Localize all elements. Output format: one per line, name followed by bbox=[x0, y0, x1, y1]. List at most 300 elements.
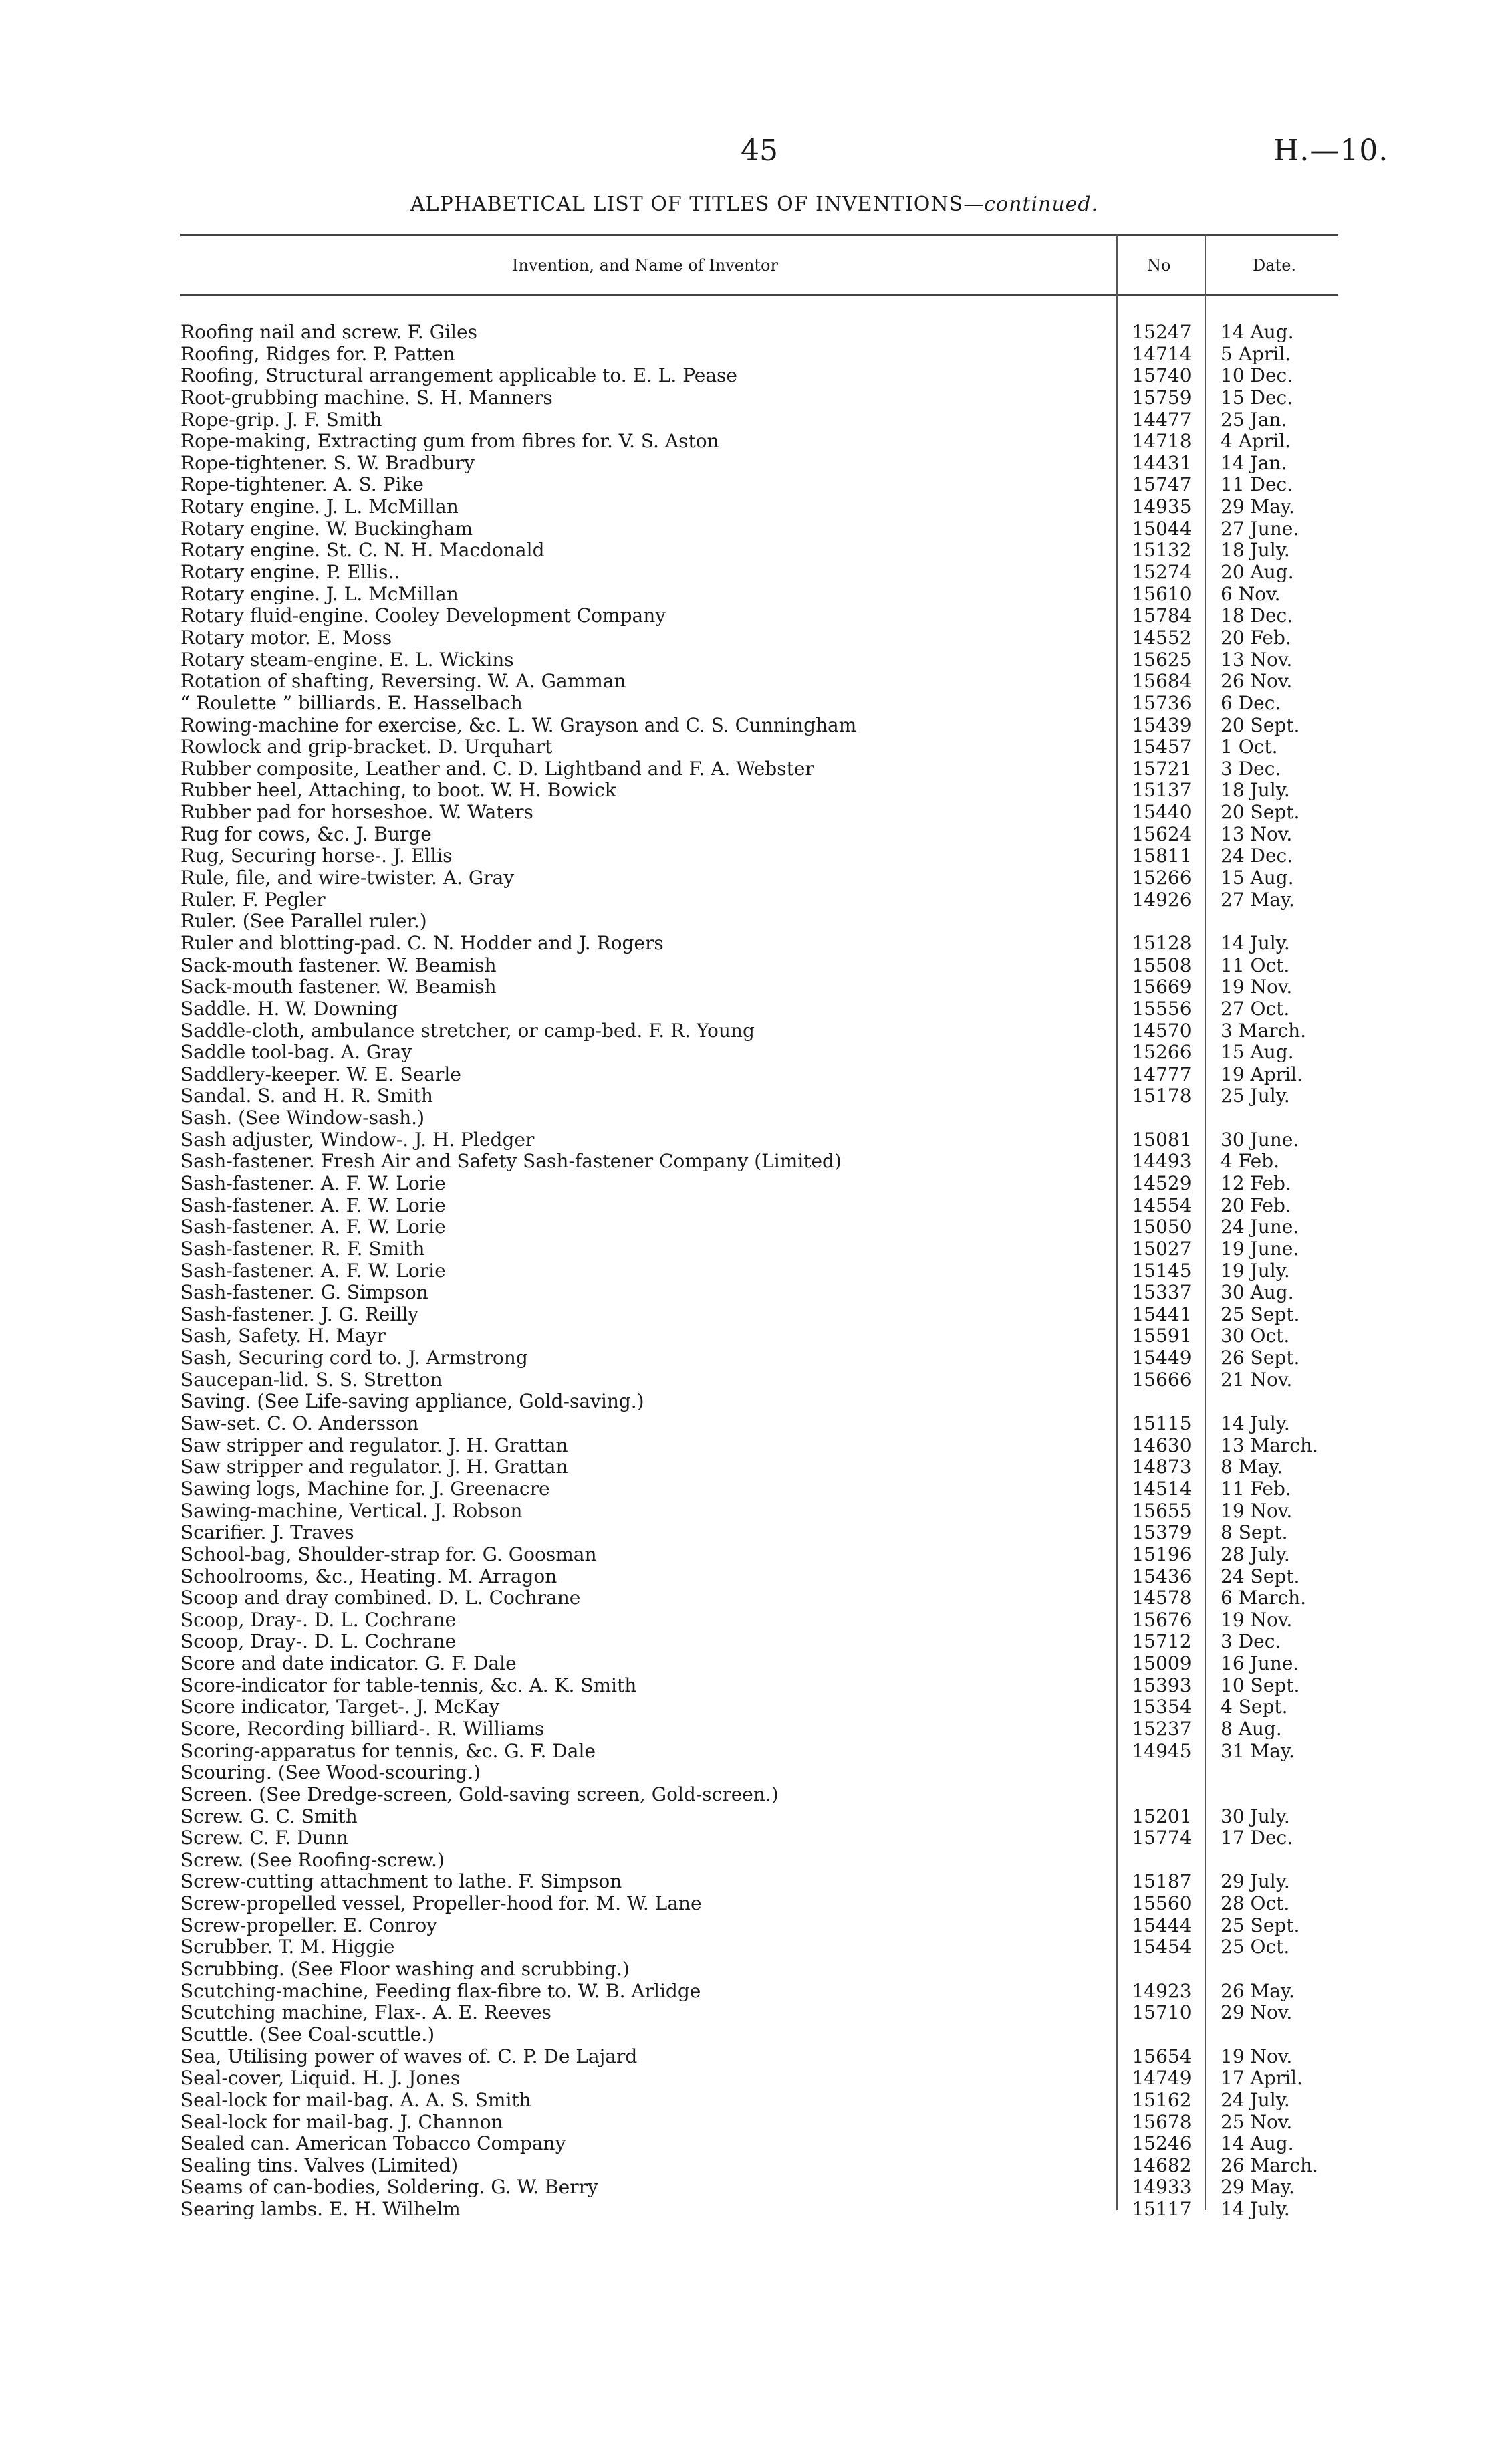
invention-title: Rotary fluid-engine. Cooley Development Company bbox=[180, 605, 668, 627]
invention-title: Score, Recording billiard-. R. Williams bbox=[180, 1718, 547, 1741]
invention-title: Saddle. H. W. Downing bbox=[180, 998, 400, 1020]
patent-date: 20 Aug. bbox=[1221, 561, 1294, 584]
list-item bbox=[0, 736, 1492, 758]
list-item bbox=[0, 1631, 1492, 1653]
list-item bbox=[0, 1936, 1492, 1958]
list-item bbox=[0, 2155, 1492, 2177]
patent-date: 13 Nov. bbox=[1221, 648, 1293, 671]
patent-number: 15740 bbox=[1132, 364, 1192, 387]
patent-number: 15393 bbox=[1132, 1674, 1192, 1696]
patent-number: 15444 bbox=[1132, 1914, 1192, 1936]
list-item bbox=[0, 1042, 1492, 1064]
invention-title: Searing lambs. E. H. Wilhelm bbox=[180, 2199, 463, 2221]
invention-title: Ruler and blotting-pad. C. N. Hodder and J. Rogers bbox=[180, 933, 666, 955]
invention-title: Sandal. S. and H. R. Smith bbox=[180, 1085, 436, 1107]
invention-title: Sash-fastener. A. F. W. Lorie bbox=[180, 1173, 449, 1195]
patent-date: 18 July. bbox=[1221, 779, 1290, 802]
list-item bbox=[0, 1741, 1492, 1763]
patent-number: 15178 bbox=[1132, 1085, 1192, 1107]
list-item bbox=[0, 2024, 1492, 2046]
patent-date: 25 Jan. bbox=[1221, 408, 1287, 431]
invention-title: Rotary engine. St. C. N. H. Macdonald bbox=[180, 540, 547, 562]
invention-title: Score-indicator for table-tennis, &c. A. K. Smith bbox=[180, 1675, 639, 1697]
patent-date: 26 Nov. bbox=[1221, 670, 1293, 693]
patent-date: 14 July. bbox=[1221, 2198, 1290, 2221]
invention-title: Schoolrooms, &c., Heating. M. Arragon bbox=[180, 1566, 560, 1588]
patent-date: 11 Dec. bbox=[1221, 473, 1293, 496]
patent-date: 21 Nov. bbox=[1221, 1368, 1293, 1391]
list-item bbox=[0, 976, 1492, 998]
list-item bbox=[0, 1173, 1492, 1195]
patent-date: 26 May. bbox=[1221, 1979, 1295, 2002]
top-rule bbox=[180, 234, 1338, 236]
patent-date: 15 Aug. bbox=[1221, 1041, 1294, 1064]
invention-title: Rowlock and grip-bracket. D. Urquhart bbox=[180, 736, 555, 758]
patent-number: 14777 bbox=[1132, 1062, 1192, 1085]
invention-title: Scoop and dray combined. D. L. Cochrane bbox=[180, 1587, 583, 1609]
invention-title: Scarifier. J. Traves bbox=[180, 1522, 357, 1544]
patent-number: 15187 bbox=[1132, 1870, 1192, 1893]
invention-title: Saddlery-keeper. W. E. Searle bbox=[180, 1064, 464, 1086]
list-item bbox=[0, 693, 1492, 715]
invention-title: Rope-tightener. S. W. Bradbury bbox=[180, 453, 477, 475]
patent-date: 25 Oct. bbox=[1221, 1936, 1290, 1958]
invention-title: Scoop, Dray-. D. L. Cochrane bbox=[180, 1631, 459, 1653]
patent-number: 15440 bbox=[1132, 801, 1192, 824]
list-item bbox=[0, 2090, 1492, 2112]
list-item bbox=[0, 1915, 1492, 1937]
patent-date: 3 Dec. bbox=[1221, 1630, 1281, 1653]
patent-date: 6 March. bbox=[1221, 1587, 1307, 1609]
patent-date: 25 Sept. bbox=[1221, 1303, 1300, 1325]
patent-number: 15266 bbox=[1132, 1041, 1192, 1064]
patent-number: 15774 bbox=[1132, 1827, 1192, 1850]
patent-date: 1 Oct. bbox=[1221, 736, 1278, 758]
invention-title: Rope-tightener. A. S. Pike bbox=[180, 474, 426, 496]
list-item bbox=[0, 1522, 1492, 1544]
invention-title: Screw-propelled vessel, Propeller-hood for. M. W. Lane bbox=[180, 1893, 705, 1915]
patent-date: 13 March. bbox=[1221, 1434, 1318, 1456]
page-title-main: ALPHABETICAL LIST OF TITLES OF INVENTIONS— bbox=[410, 193, 985, 216]
invention-title: Scutching machine, Flax-. A. E. Reeves bbox=[180, 2002, 554, 2024]
invention-title: Screw. G. C. Smith bbox=[180, 1806, 360, 1828]
invention-title: Rule, file, and wire-twister. A. Gray bbox=[180, 867, 517, 889]
patent-number: 15115 bbox=[1132, 1412, 1192, 1435]
patent-number: 15162 bbox=[1132, 2088, 1192, 2111]
invention-title: Scrubber. T. M. Higgie bbox=[180, 1936, 397, 1958]
patent-date: 30 Oct. bbox=[1221, 1325, 1290, 1347]
patent-date: 26 March. bbox=[1221, 2154, 1318, 2176]
patent-number: 15654 bbox=[1132, 2045, 1192, 2067]
invention-title: Seal-cover, Liquid. H. J. Jones bbox=[180, 2067, 463, 2090]
patent-number: 15678 bbox=[1132, 2110, 1192, 2133]
list-item bbox=[0, 496, 1492, 518]
list-item bbox=[0, 1718, 1492, 1741]
list-item bbox=[0, 1304, 1492, 1326]
patent-number: 15044 bbox=[1132, 517, 1192, 540]
list-item bbox=[0, 409, 1492, 431]
patent-date: 15 Dec. bbox=[1221, 386, 1293, 409]
inventions-list bbox=[0, 322, 1492, 2221]
patent-date: 17 April. bbox=[1221, 2067, 1303, 2090]
list-item bbox=[0, 1064, 1492, 1086]
invention-title: Saddle tool-bag. A. Gray bbox=[180, 1042, 414, 1064]
patent-number: 15676 bbox=[1132, 1608, 1192, 1631]
patent-date: 14 Aug. bbox=[1221, 321, 1294, 343]
patent-date: 14 Aug. bbox=[1221, 2132, 1294, 2155]
invention-title: “ Roulette ” billiards. E. Hasselbach bbox=[180, 693, 525, 715]
invention-title: Ruler. (See Parallel ruler.) bbox=[180, 911, 430, 933]
patent-number: 15266 bbox=[1132, 867, 1192, 889]
patent-date: 8 Sept. bbox=[1221, 1521, 1288, 1544]
patent-number: 15441 bbox=[1132, 1303, 1192, 1325]
patent-date: 18 July. bbox=[1221, 539, 1290, 562]
invention-title: Scutching-machine, Feeding flax-fibre to. W. B. Arlidge bbox=[180, 1981, 703, 2003]
list-item bbox=[0, 1369, 1492, 1391]
patent-number: 15666 bbox=[1132, 1368, 1192, 1391]
column-header-no: No bbox=[1147, 256, 1171, 275]
invention-title: Rug for cows, &c. J. Burge bbox=[180, 824, 434, 846]
patent-number: 15337 bbox=[1132, 1281, 1192, 1304]
list-item bbox=[0, 649, 1492, 671]
invention-title: Rope-making, Extracting gum from fibres for. V. S. Aston bbox=[180, 431, 722, 453]
invention-title: School-bag, Shoulder-strap for. G. Goosman bbox=[180, 1544, 600, 1566]
patent-number: 15196 bbox=[1132, 1543, 1192, 1565]
patent-number: 14935 bbox=[1132, 495, 1192, 518]
invention-title: Sash-fastener. A. F. W. Lorie bbox=[180, 1260, 449, 1282]
list-item bbox=[0, 911, 1492, 933]
patent-date: 19 Nov. bbox=[1221, 1499, 1293, 1522]
patent-number: 14529 bbox=[1132, 1171, 1192, 1194]
list-item bbox=[0, 2176, 1492, 2199]
invention-title: Rotary motor. E. Moss bbox=[180, 627, 394, 649]
patent-date: 24 June. bbox=[1221, 1216, 1299, 1238]
patent-date: 25 Nov. bbox=[1221, 2110, 1293, 2133]
patent-date: 27 June. bbox=[1221, 517, 1299, 540]
patent-date: 12 Feb. bbox=[1221, 1171, 1291, 1194]
invention-title: Saw stripper and regulator. J. H. Grattan bbox=[180, 1435, 570, 1457]
patent-date: 3 Dec. bbox=[1221, 757, 1281, 780]
invention-title: Saw-set. C. O. Andersson bbox=[180, 1413, 421, 1435]
invention-title: Sawing logs, Machine for. J. Greenacre bbox=[180, 1478, 553, 1500]
patent-date: 24 July. bbox=[1221, 2088, 1290, 2111]
list-item bbox=[0, 889, 1492, 911]
patent-number: 15747 bbox=[1132, 473, 1192, 496]
patent-number: 15354 bbox=[1132, 1696, 1192, 1718]
patent-number: 14933 bbox=[1132, 2176, 1192, 2199]
invention-title: Scuttle. (See Coal-scuttle.) bbox=[180, 2024, 437, 2046]
invention-title: Rubber composite, Leather and. C. D. Lightband and F. A. Webster bbox=[180, 758, 817, 780]
invention-title: Sash. (See Window-sash.) bbox=[180, 1107, 427, 1129]
patent-number: 14718 bbox=[1132, 430, 1192, 453]
patent-number: 14578 bbox=[1132, 1587, 1192, 1609]
patent-number: 15449 bbox=[1132, 1347, 1192, 1369]
invention-title: Rotation of shafting, Reversing. W. A. Gamman bbox=[180, 671, 629, 693]
invention-title: Sack-mouth fastener. W. Beamish bbox=[180, 955, 499, 977]
invention-title: Screen. (See Dredge-screen, Gold-saving screen, Gold-screen.) bbox=[180, 1784, 781, 1806]
list-item bbox=[0, 1282, 1492, 1304]
column-header-date: Date. bbox=[1253, 256, 1297, 275]
list-item bbox=[0, 1871, 1492, 1893]
patent-date: 20 Feb. bbox=[1221, 626, 1291, 649]
patent-date: 30 July. bbox=[1221, 1805, 1290, 1827]
patent-date: 14 Jan. bbox=[1221, 451, 1287, 474]
patent-number: 15132 bbox=[1132, 539, 1192, 562]
patent-date: 20 Feb. bbox=[1221, 1194, 1291, 1216]
patent-date: 4 Feb. bbox=[1221, 1150, 1280, 1173]
invention-title: Scoring-apparatus for tennis, &c. G. F. Dale bbox=[180, 1741, 598, 1763]
invention-title: Sack-mouth fastener. W. Beamish bbox=[180, 976, 499, 998]
list-item bbox=[0, 1347, 1492, 1369]
patent-number: 15684 bbox=[1132, 670, 1192, 693]
list-item bbox=[0, 824, 1492, 846]
patent-number: 15710 bbox=[1132, 2001, 1192, 2024]
list-item bbox=[0, 1085, 1492, 1107]
invention-title: Sash, Safety. H. Mayr bbox=[180, 1325, 388, 1347]
invention-title: Ruler. F. Pegler bbox=[180, 889, 328, 911]
patent-date: 8 May. bbox=[1221, 1456, 1283, 1478]
invention-title: Seal-lock for mail-bag. A. A. S. Smith bbox=[180, 2090, 534, 2112]
invention-title: Root-grubbing machine. S. H. Manners bbox=[180, 387, 555, 409]
page-reference: H.—10. bbox=[1273, 134, 1389, 168]
invention-title: Roofing, Structural arrangement applicable to. E. L. Pease bbox=[180, 365, 740, 387]
list-item bbox=[0, 1850, 1492, 1872]
patent-date: 27 Oct. bbox=[1221, 997, 1290, 1020]
list-item bbox=[0, 1478, 1492, 1500]
patent-number: 15137 bbox=[1132, 779, 1192, 802]
list-item bbox=[0, 1587, 1492, 1609]
invention-title: Rotary engine. P. Ellis.. bbox=[180, 562, 402, 584]
list-item bbox=[0, 474, 1492, 496]
list-item bbox=[0, 1151, 1492, 1173]
invention-title: Sash-fastener. Fresh Air and Safety Sash-fastener Company (Limited) bbox=[180, 1151, 844, 1173]
list-item bbox=[0, 2067, 1492, 2090]
patent-number: 15027 bbox=[1132, 1237, 1192, 1260]
patent-date: 31 May. bbox=[1221, 1739, 1295, 1762]
invention-title: Sash-fastener. G. Simpson bbox=[180, 1282, 431, 1304]
patent-number: 14682 bbox=[1132, 2154, 1192, 2176]
list-item bbox=[0, 802, 1492, 824]
patent-date: 19 June. bbox=[1221, 1237, 1299, 1260]
patent-date: 3 March. bbox=[1221, 1019, 1307, 1042]
list-item bbox=[0, 1413, 1492, 1435]
patent-number: 15145 bbox=[1132, 1259, 1192, 1282]
patent-number: 15050 bbox=[1132, 1216, 1192, 1238]
invention-title: Screw. C. F. Dunn bbox=[180, 1827, 351, 1850]
list-item bbox=[0, 1107, 1492, 1129]
invention-title: Rope-grip. J. F. Smith bbox=[180, 409, 385, 431]
invention-title: Sealed can. American Tobacco Company bbox=[180, 2133, 568, 2155]
patent-date: 5 April. bbox=[1221, 342, 1291, 365]
invention-title: Rotary engine. W. Buckingham bbox=[180, 518, 475, 540]
patent-date: 27 May. bbox=[1221, 888, 1295, 911]
patent-number: 15237 bbox=[1132, 1718, 1192, 1740]
patent-number: 15274 bbox=[1132, 561, 1192, 584]
list-item bbox=[0, 1566, 1492, 1588]
patent-date: 19 April. bbox=[1221, 1062, 1303, 1085]
patent-date: 19 Nov. bbox=[1221, 1608, 1293, 1631]
list-item bbox=[0, 1806, 1492, 1828]
patent-number: 14477 bbox=[1132, 408, 1192, 431]
patent-date: 4 April. bbox=[1221, 430, 1291, 453]
patent-number: 14554 bbox=[1132, 1194, 1192, 1216]
list-item bbox=[0, 1391, 1492, 1413]
patent-date: 25 July. bbox=[1221, 1085, 1290, 1107]
page-number: 45 bbox=[741, 134, 778, 168]
patent-number: 15625 bbox=[1132, 648, 1192, 671]
patent-number: 15128 bbox=[1132, 931, 1192, 954]
patent-number: 15454 bbox=[1132, 1936, 1192, 1958]
list-item bbox=[0, 998, 1492, 1020]
list-item bbox=[0, 1325, 1492, 1347]
list-item bbox=[0, 627, 1492, 649]
list-item bbox=[0, 780, 1492, 802]
list-item bbox=[0, 671, 1492, 693]
invention-title: Rotary engine. J. L. McMillan bbox=[180, 584, 461, 606]
patent-number: 14923 bbox=[1132, 1979, 1192, 2002]
list-item bbox=[0, 1609, 1492, 1632]
invention-title: Rotary engine. J. L. McMillan bbox=[180, 496, 461, 518]
list-item bbox=[0, 1238, 1492, 1260]
invention-title: Rug, Securing horse-. J. Ellis bbox=[180, 845, 455, 867]
patent-date: 13 Nov. bbox=[1221, 822, 1293, 845]
list-item bbox=[0, 955, 1492, 977]
invention-title: Seal-lock for mail-bag. J. Channon bbox=[180, 2112, 506, 2134]
patent-date: 4 Sept. bbox=[1221, 1696, 1288, 1718]
patent-number: 15655 bbox=[1132, 1499, 1192, 1522]
list-item bbox=[0, 2199, 1492, 2221]
list-item bbox=[0, 1020, 1492, 1042]
list-item bbox=[0, 1435, 1492, 1457]
patent-date: 30 Aug. bbox=[1221, 1281, 1294, 1304]
patent-number: 15759 bbox=[1132, 386, 1192, 409]
invention-title: Saucepan-lid. S. S. Stretton bbox=[180, 1369, 445, 1391]
invention-title: Rowing-machine for exercise, &c. L. W. Grayson and C. S. Cunningham bbox=[180, 715, 859, 737]
list-item bbox=[0, 518, 1492, 540]
invention-title: Scoop, Dray-. D. L. Cochrane bbox=[180, 1609, 459, 1632]
invention-title: Roofing nail and screw. F. Giles bbox=[180, 322, 480, 344]
patent-date: 15 Aug. bbox=[1221, 867, 1294, 889]
list-item bbox=[0, 1893, 1492, 1915]
patent-number: 15811 bbox=[1132, 845, 1192, 867]
list-item bbox=[0, 1762, 1492, 1784]
patent-number: 14570 bbox=[1132, 1019, 1192, 1042]
list-item bbox=[0, 322, 1492, 344]
patent-number: 14630 bbox=[1132, 1434, 1192, 1456]
invention-title: Sash-fastener. A. F. W. Lorie bbox=[180, 1195, 449, 1217]
invention-title: Rotary steam-engine. E. L. Wickins bbox=[180, 649, 517, 671]
patent-number: 15591 bbox=[1132, 1325, 1192, 1347]
patent-date: 29 July. bbox=[1221, 1870, 1290, 1893]
patent-number: 15736 bbox=[1132, 691, 1192, 714]
invention-title: Saving. (See Life-saving appliance, Gold-saving.) bbox=[180, 1391, 647, 1413]
list-item bbox=[0, 1958, 1492, 1981]
patent-date: 18 Dec. bbox=[1221, 604, 1293, 627]
patent-date: 28 Oct. bbox=[1221, 1892, 1290, 1915]
invention-title: Sash, Securing cord to. J. Armstrong bbox=[180, 1347, 531, 1369]
column-header-invention: Invention, and Name of Inventor bbox=[512, 256, 778, 275]
patent-number: 15508 bbox=[1132, 954, 1192, 976]
patent-date: 14 July. bbox=[1221, 1412, 1290, 1435]
list-item bbox=[0, 758, 1492, 780]
invention-title: Score and date indicator. G. F. Dale bbox=[180, 1653, 519, 1675]
invention-title: Screw-propeller. E. Conroy bbox=[180, 1915, 440, 1937]
patent-date: 6 Nov. bbox=[1221, 582, 1281, 605]
list-item bbox=[0, 584, 1492, 606]
invention-title: Scouring. (See Wood-scouring.) bbox=[180, 1762, 483, 1784]
invention-title: Scrubbing. (See Floor washing and scrubbing.) bbox=[180, 1958, 632, 1981]
list-item bbox=[0, 431, 1492, 453]
list-item bbox=[0, 1195, 1492, 1217]
patent-number: 15560 bbox=[1132, 1892, 1192, 1915]
list-item bbox=[0, 453, 1492, 475]
patent-number: 14749 bbox=[1132, 2067, 1192, 2090]
patent-date: 10 Sept. bbox=[1221, 1674, 1300, 1696]
page-title-suffix: continued. bbox=[984, 193, 1099, 216]
list-item bbox=[0, 605, 1492, 627]
invention-title: Rubber heel, Attaching, to boot. W. H. Bowick bbox=[180, 780, 619, 802]
list-item bbox=[0, 1981, 1492, 2003]
patent-number: 15439 bbox=[1132, 713, 1192, 736]
list-item bbox=[0, 1696, 1492, 1718]
invention-title: Saw stripper and regulator. J. H. Grattan bbox=[180, 1456, 570, 1478]
patent-number: 15457 bbox=[1132, 736, 1192, 758]
patent-date: 19 Nov. bbox=[1221, 2045, 1293, 2067]
patent-date: 29 Nov. bbox=[1221, 2001, 1293, 2024]
list-item bbox=[0, 1675, 1492, 1697]
patent-date: 20 Sept. bbox=[1221, 713, 1300, 736]
invention-title: Saddle-cloth, ambulance stretcher, or camp-bed. F. R. Young bbox=[180, 1020, 757, 1042]
patent-date: 26 Sept. bbox=[1221, 1347, 1300, 1369]
patent-date: 20 Sept. bbox=[1221, 801, 1300, 824]
invention-title: Sealing tins. Valves (Limited) bbox=[180, 2155, 461, 2177]
patent-date: 6 Dec. bbox=[1221, 691, 1281, 714]
patent-number: 15624 bbox=[1132, 822, 1192, 845]
invention-title: Roofing, Ridges for. P. Patten bbox=[180, 344, 458, 366]
patent-number: 15081 bbox=[1132, 1128, 1192, 1151]
list-item bbox=[0, 1456, 1492, 1478]
patent-date: 28 July. bbox=[1221, 1543, 1290, 1565]
list-item bbox=[0, 540, 1492, 562]
patent-number: 14552 bbox=[1132, 626, 1192, 649]
invention-title: Sash-fastener. J. G. Reilly bbox=[180, 1304, 421, 1326]
patent-date: 10 Dec. bbox=[1221, 364, 1293, 387]
patent-number: 15246 bbox=[1132, 2132, 1192, 2155]
list-item bbox=[0, 344, 1492, 366]
invention-title: Score indicator, Target-. J. McKay bbox=[180, 1696, 502, 1718]
list-item bbox=[0, 2133, 1492, 2155]
patent-date: 29 May. bbox=[1221, 2176, 1295, 2199]
list-item bbox=[0, 1784, 1492, 1806]
patent-date: 14 July. bbox=[1221, 931, 1290, 954]
list-item bbox=[0, 1129, 1492, 1151]
list-item bbox=[0, 845, 1492, 867]
list-item bbox=[0, 365, 1492, 387]
invention-title: Sash-fastener. R. F. Smith bbox=[180, 1238, 427, 1260]
patent-number: 15117 bbox=[1132, 2198, 1192, 2221]
patent-number: 15247 bbox=[1132, 321, 1192, 343]
list-item bbox=[0, 1216, 1492, 1238]
list-item bbox=[0, 562, 1492, 584]
patent-number: 14493 bbox=[1132, 1150, 1192, 1173]
patent-number: 14873 bbox=[1132, 1456, 1192, 1478]
list-item bbox=[0, 2002, 1492, 2024]
invention-title: Rubber pad for horseshoe. W. Waters bbox=[180, 802, 536, 824]
list-item bbox=[0, 867, 1492, 889]
list-item bbox=[0, 715, 1492, 737]
patent-number: 15784 bbox=[1132, 604, 1192, 627]
patent-number: 14714 bbox=[1132, 342, 1192, 365]
